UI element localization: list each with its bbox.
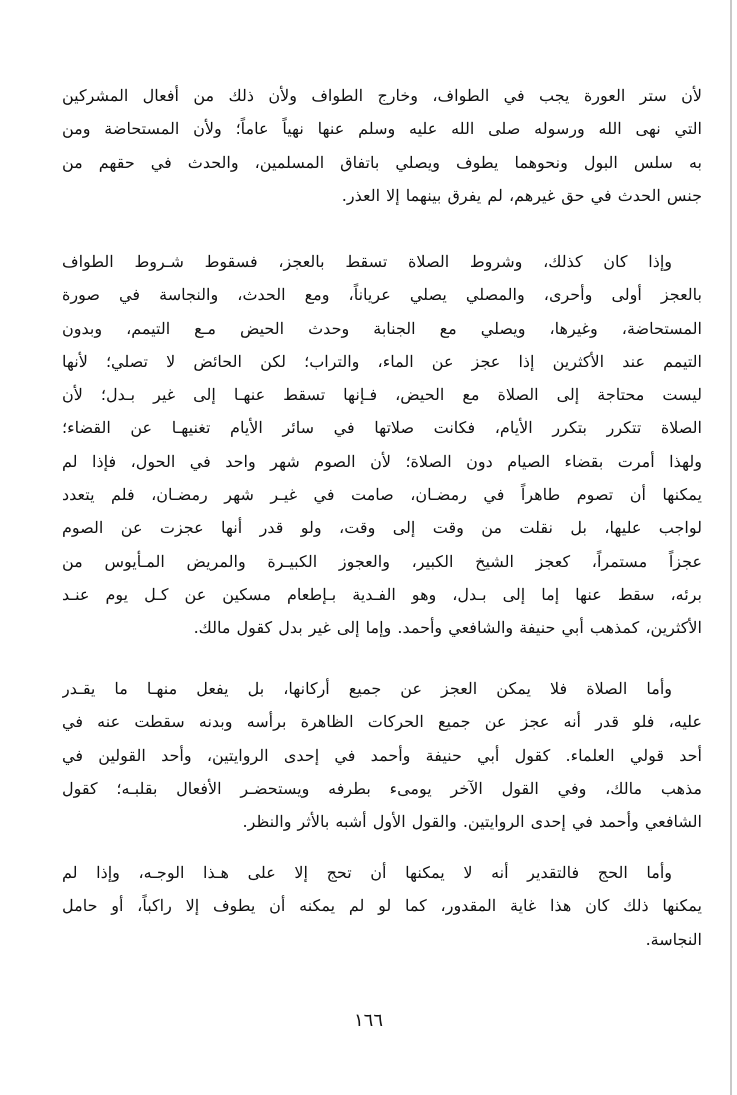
text-line: الصلاة تتكرر بتكرر الأيام، فكانت صلاتها في سائر الأيام تغنيهـا عن القضاء؛ xyxy=(62,418,702,438)
text-line: المستحاضة، وغيرها، ويصلي مع الجنابة وحدث الحيض مـع التيمم، وبدون xyxy=(62,318,702,338)
text-line: ليست محتاجة إلى الصلاة مع الحيض، فـإنها تسقط عنهـا إلى غير بـدل؛ لأن xyxy=(62,385,702,405)
text-line: الأكثرين، كمذهب أبي حنيفة والشافعي وأحمد. وإما إلى غير بدل كقول مالك. xyxy=(193,618,702,638)
text-line: به سلس البول ونحوهما يطوف ويصلي باتفاق المسلمين، والحدث في حقهم من xyxy=(62,152,702,172)
text-line: التي نهى الله ورسوله صلى الله عليه وسلم عنها نهياً عاماً؛ ولأن المستحاضة ومن xyxy=(62,119,702,139)
text-line: برئه، سقط عنها إما إلى بـدل، وهو الفـدية بـإطعام مسكين عن كـل يوم عنـد xyxy=(62,584,702,604)
text-line: بالعجز أولى وأحرى، والمصلي يصلي عرياناً، ومع الحدث، والنجاسة في صورة xyxy=(62,285,702,305)
scan-edge-line xyxy=(730,0,732,1095)
text-line: ولهذا أمرت بقضاء الصيام دون الصلاة؛ لأن الصوم شهر واحد في الحول، فإذا لم xyxy=(62,451,702,471)
text-line: أحد قولي العلماء. كقول أبي حنيفة وأحمد في إحدى الروايتين، وأحد القولين في xyxy=(62,745,702,765)
paragraph-3 xyxy=(62,672,702,838)
paragraph-1 xyxy=(62,79,702,212)
text-line: لأن ستر العورة يجب في الطواف، وخارج الطواف ولأن ذلك من أفعال المشركين xyxy=(62,86,702,105)
text-line: وأما الصلاة فلا يمكن العجز عن جميع أركانها، بل يفعل منهـا ما يقـدر xyxy=(62,679,672,698)
text-line: جنس الحدث في حق غيرهم، لم يفرق بينهما إلا العذر. xyxy=(341,185,702,205)
text-line: يمكنها ذلك كان هذا غاية المقدور، كما لو لم يمكنه أن يطوف إلا راكباً، أو حامل xyxy=(62,896,702,916)
text-line: يمكنها أن تصوم طاهراً في رمضـان، صامت في غيـر شهر رمضـان، فلم يتعدد xyxy=(62,485,702,505)
page-number: ١٦٦ xyxy=(353,1010,383,1031)
text-line: مذهب مالك، وفي القول الآخر يومىء بطرفه ويستحضـر الأفعال بقلبـه؛ كقول xyxy=(62,778,702,798)
text-line: عليه، فلو قدر أنه عجز عن جميع الحركات الظاهرة برأسه وبدنه سقطت عنه في xyxy=(62,712,702,732)
text-line: وإذا كان كذلك، وشروط الصلاة تسقط بالعجز، فسقوط شـروط الطواف xyxy=(62,252,672,271)
text-line: التيمم عند الأكثرين إذا عجز عن الماء، والتراب؛ لكن الحائض لا تصلي؛ لأنها xyxy=(62,351,702,371)
text-line: لواجب عليها، بل نقلت من وقت إلى وقت، ولو قدر أنها عجزت عن الصوم xyxy=(62,518,702,538)
text-line: النجاسة. xyxy=(645,929,702,949)
text-line: عجزاً مستمراً، كعجز الشيخ الكبير، والعجوز الكبيـرة والمريض المـأيوس من xyxy=(62,551,702,571)
paragraph-2 xyxy=(62,245,702,645)
text-line: وأما الحج فالتقدير أنه لا يمكنها أن تحج إلا على هـذا الوجـه، وإذا لم xyxy=(62,863,672,882)
paragraph-4 xyxy=(62,856,702,956)
text-line: الشافعي وأحمد في إحدى الروايتين. والقول الأول أشبه بالأثر والنظر. xyxy=(242,812,702,832)
